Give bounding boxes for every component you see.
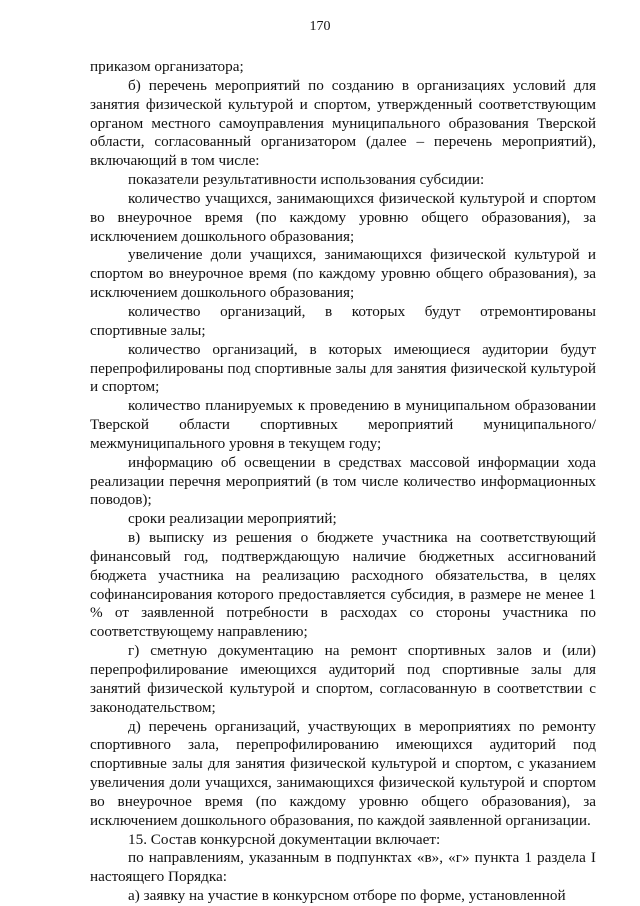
paragraph-a-application: а) заявку на участие в конкурсном отборе по форме, установленной [128,887,566,905]
paragraph-media-coverage: информацию об освещении в средствах массовой информации хода реализации перечня мероприятий (в том числе количество информационных поводов); [90,453,596,509]
paragraph-sport-events: количество планируемых к проведению в муниципальном образовании Тверской области спортивных мероприятий муниципального/ межмуниципального уровня в текущем году; [90,397,596,452]
paragraph-orders: приказом организатора; [90,58,244,75]
paragraph-students-share: увеличение доли учащихся, занимающихся физической культурой и спортом во внеурочное время (по каждому уровню общего образования), за исключением дошкольного образования; [90,246,596,302]
paragraph-repaired-halls: количество организаций, в которых будут отремонтированы спортивные залы; [90,302,596,339]
paragraph-b-activities-list: б) перечень мероприятий по созданию в организациях условий для занятия физической культурой и спортом, утвержденный соответствующим органом местного самоуправления муниципального образования Тверской области, согласованный организатором (далее – перечень мероприятий), включающий в том числе: [90,76,596,170]
paragraph-directions: по направлениям, указанным в подпунктах «в», «г» пункта 1 раздела I настоящего Порядка: [90,849,596,886]
paragraph-g-estimate-docs: г) сметную документацию на ремонт спортивных залов и (или) перепрофилирование имеющихся аудиторий под спортивные залы для занятий физической культурой и спортом, согласованную в соответствии с законодательством; [90,642,596,716]
document-body [90,58,596,906]
paragraph-15-contest-docs: 15. Состав конкурсной документации включает: [128,830,441,848]
paragraph-deadlines: сроки реализации мероприятий; [128,510,337,528]
paragraph-students-count: количество учащихся, занимающихся физической культурой и спортом во внеурочное время (по каждому уровню общего образования), за исключением дошкольного образования; [90,189,596,245]
paragraph-d-organizations-list: д) перечень организаций, участвующих в мероприятиях по ремонту спортивного зала, перепрофилированию имеющихся аудиторий под спортивные залы для занятия физической культурой и спортом, с указанием увеличения доли учащихся, занимающихся физической культурой и спортом во внеурочное время (по каждому уровню общего образования), за исключением дошкольного образования, по каждой заявленной организации. [90,717,596,829]
paragraph-indicators: показатели результативности использования субсидии: [128,171,485,189]
page-number: 170 [309,19,331,34]
paragraph-v-budget-extract: в) выписку из решения о бюджете участника на соответствующий финансовый год, подтверждающую наличие бюджетных ассигнований бюджета участника на реализацию расходного обязательства, в целях софинансирования которого предоставляется субсидия, в размере не менее 1 % от заявленной потребности в расходах со стороны участника по соответствующему направлению; [90,529,596,641]
paragraph-converted-rooms: количество организаций, в которых имеющиеся аудитории будут перепрофилированы под спортивные залы для занятия физической культурой и спортом; [90,340,596,396]
